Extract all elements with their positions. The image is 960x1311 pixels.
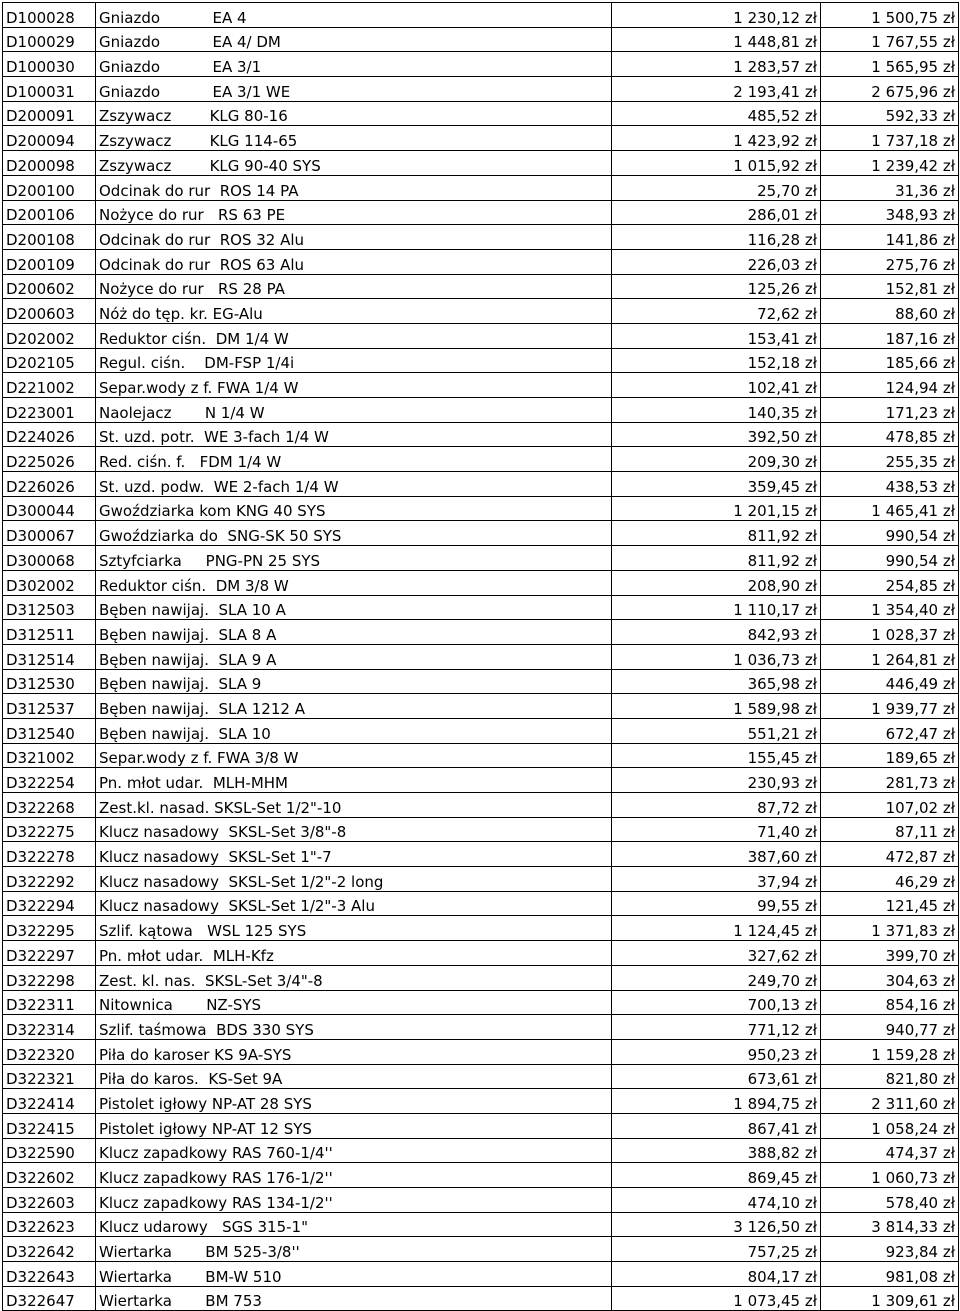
- product-code: D202002: [3, 323, 96, 348]
- product-code: D225026: [3, 447, 96, 472]
- gross-price: 438,53 zł: [821, 472, 959, 497]
- product-code: D223001: [3, 398, 96, 423]
- product-name: Nożyce do rur RS 63 PE: [96, 200, 612, 225]
- table-row: [3, 249, 959, 274]
- net-price: 125,26 zł: [612, 274, 821, 299]
- price-list-table: [2, 2, 959, 1311]
- gross-price: 254,85 zł: [821, 570, 959, 595]
- net-price: 286,01 zł: [612, 200, 821, 225]
- gross-price: 88,60 zł: [821, 299, 959, 324]
- net-price: 359,45 zł: [612, 472, 821, 497]
- product-name: St. uzd. podw. WE 2-fach 1/4 W: [96, 472, 612, 497]
- product-code: D312537: [3, 694, 96, 719]
- product-name: Naolejacz N 1/4 W: [96, 398, 612, 423]
- product-code: D322268: [3, 793, 96, 818]
- product-name: Bęben nawijaj. SLA 1212 A: [96, 694, 612, 719]
- product-name: Reduktor ciśn. DM 1/4 W: [96, 323, 612, 348]
- product-code: D312514: [3, 644, 96, 669]
- gross-price: 348,93 zł: [821, 200, 959, 225]
- net-price: 3 126,50 zł: [612, 1212, 821, 1237]
- product-code: D100031: [3, 77, 96, 102]
- net-price: 71,40 zł: [612, 817, 821, 842]
- product-name: Pn. młot udar. MLH-MHM: [96, 768, 612, 793]
- product-name: Zszywacz KLG 80-16: [96, 101, 612, 126]
- product-code: D300067: [3, 521, 96, 546]
- net-price: 950,23 zł: [612, 1039, 821, 1064]
- net-price: 1 448,81 zł: [612, 27, 821, 52]
- net-price: 811,92 zł: [612, 521, 821, 546]
- product-code: D322275: [3, 817, 96, 842]
- table-row: [3, 743, 959, 768]
- net-price: 153,41 zł: [612, 323, 821, 348]
- net-price: 867,41 zł: [612, 1113, 821, 1138]
- product-code: D322314: [3, 1015, 96, 1040]
- net-price: 700,13 zł: [612, 990, 821, 1015]
- product-code: D200091: [3, 101, 96, 126]
- table-row: [3, 669, 959, 694]
- table-row: [3, 1113, 959, 1138]
- product-code: D200094: [3, 126, 96, 151]
- table-row: [3, 373, 959, 398]
- product-code: D322603: [3, 1188, 96, 1213]
- product-code: D322321: [3, 1064, 96, 1089]
- product-code: D312503: [3, 595, 96, 620]
- product-name: Pistolet igłowy NP-AT 12 SYS: [96, 1113, 612, 1138]
- net-price: 1 015,92 zł: [612, 151, 821, 176]
- net-price: 1 423,92 zł: [612, 126, 821, 151]
- table-row: [3, 620, 959, 645]
- product-code: D322295: [3, 916, 96, 941]
- table-row: [3, 496, 959, 521]
- net-price: 474,10 zł: [612, 1188, 821, 1213]
- product-name: Klucz nasadowy SKSL-Set 1/2"-3 Alu: [96, 891, 612, 916]
- table-row: [3, 546, 959, 571]
- table-row: [3, 1064, 959, 1089]
- product-name: Gwoździarka kom KNG 40 SYS: [96, 496, 612, 521]
- gross-price: 87,11 zł: [821, 817, 959, 842]
- gross-price: 185,66 zł: [821, 348, 959, 373]
- net-price: 757,25 zł: [612, 1237, 821, 1262]
- gross-price: 1 028,37 zł: [821, 620, 959, 645]
- net-price: 551,21 zł: [612, 718, 821, 743]
- net-price: 37,94 zł: [612, 867, 821, 892]
- gross-price: 854,16 zł: [821, 990, 959, 1015]
- product-name: Wiertarka BM-W 510: [96, 1262, 612, 1287]
- product-code: D312511: [3, 620, 96, 645]
- product-name: Nożyce do rur RS 28 PA: [96, 274, 612, 299]
- product-code: D200108: [3, 225, 96, 250]
- product-name: Odcinak do rur ROS 14 PA: [96, 175, 612, 200]
- gross-price: 152,81 zł: [821, 274, 959, 299]
- gross-price: 1 500,75 zł: [821, 3, 959, 28]
- gross-price: 2 675,96 zł: [821, 77, 959, 102]
- product-name: Szlif. kątowa WSL 125 SYS: [96, 916, 612, 941]
- product-code: D322254: [3, 768, 96, 793]
- net-price: 327,62 zł: [612, 941, 821, 966]
- table-row: [3, 965, 959, 990]
- product-code: D322320: [3, 1039, 96, 1064]
- product-code: D322642: [3, 1237, 96, 1262]
- gross-price: 1 058,24 zł: [821, 1113, 959, 1138]
- table-row: [3, 842, 959, 867]
- product-code: D322623: [3, 1212, 96, 1237]
- product-name: Bęben nawijaj. SLA 9 A: [96, 644, 612, 669]
- table-row: [3, 348, 959, 373]
- net-price: 1 073,45 zł: [612, 1286, 821, 1311]
- gross-price: 46,29 zł: [821, 867, 959, 892]
- net-price: 869,45 zł: [612, 1163, 821, 1188]
- gross-price: 446,49 zł: [821, 669, 959, 694]
- product-name: Zest. kl. nas. SKSL-Set 3/4"-8: [96, 965, 612, 990]
- product-name: Gniazdo EA 3/1 WE: [96, 77, 612, 102]
- product-name: Pn. młot udar. MLH-Kfz: [96, 941, 612, 966]
- product-name: Separ.wody z f. FWA 3/8 W: [96, 743, 612, 768]
- product-name: Klucz zapadkowy RAS 760-1/4'': [96, 1138, 612, 1163]
- product-code: D322292: [3, 867, 96, 892]
- net-price: 673,61 zł: [612, 1064, 821, 1089]
- table-row: [3, 126, 959, 151]
- table-row: [3, 1188, 959, 1213]
- table-row: [3, 3, 959, 28]
- product-code: D322643: [3, 1262, 96, 1287]
- table-row: [3, 323, 959, 348]
- table-row: [3, 990, 959, 1015]
- gross-price: 275,76 zł: [821, 249, 959, 274]
- gross-price: 1 767,55 zł: [821, 27, 959, 52]
- net-price: 249,70 zł: [612, 965, 821, 990]
- gross-price: 189,65 zł: [821, 743, 959, 768]
- product-code: D226026: [3, 472, 96, 497]
- net-price: 102,41 zł: [612, 373, 821, 398]
- product-name: Reduktor ciśn. DM 3/8 W: [96, 570, 612, 595]
- table-row: [3, 101, 959, 126]
- gross-price: 1 565,95 zł: [821, 52, 959, 77]
- product-name: Nitownica NZ-SYS: [96, 990, 612, 1015]
- table-row: [3, 1237, 959, 1262]
- gross-price: 990,54 zł: [821, 521, 959, 546]
- gross-price: 121,45 zł: [821, 891, 959, 916]
- gross-price: 923,84 zł: [821, 1237, 959, 1262]
- net-price: 1 589,98 zł: [612, 694, 821, 719]
- table-row: [3, 1286, 959, 1311]
- net-price: 811,92 zł: [612, 546, 821, 571]
- gross-price: 2 311,60 zł: [821, 1089, 959, 1114]
- product-name: Wiertarka BM 753: [96, 1286, 612, 1311]
- product-name: Klucz zapadkowy RAS 134-1/2'': [96, 1188, 612, 1213]
- product-name: Sztyfciarka PNG-PN 25 SYS: [96, 546, 612, 571]
- net-price: 1 110,17 zł: [612, 595, 821, 620]
- price-list-rows: [3, 3, 959, 1311]
- net-price: 116,28 zł: [612, 225, 821, 250]
- product-name: Red. ciśn. f. FDM 1/4 W: [96, 447, 612, 472]
- table-row: [3, 1039, 959, 1064]
- product-code: D322414: [3, 1089, 96, 1114]
- product-code: D322298: [3, 965, 96, 990]
- product-name: Bęben nawijaj. SLA 10: [96, 718, 612, 743]
- gross-price: 1 239,42 zł: [821, 151, 959, 176]
- product-code: D322294: [3, 891, 96, 916]
- product-name: Bęben nawijaj. SLA 10 A: [96, 595, 612, 620]
- table-row: [3, 1138, 959, 1163]
- product-code: D100030: [3, 52, 96, 77]
- table-row: [3, 644, 959, 669]
- product-code: D322278: [3, 842, 96, 867]
- product-code: D322415: [3, 1113, 96, 1138]
- product-code: D200603: [3, 299, 96, 324]
- gross-price: 1 465,41 zł: [821, 496, 959, 521]
- table-row: [3, 1262, 959, 1287]
- product-name: Klucz udarowy SGS 315-1": [96, 1212, 612, 1237]
- table-row: [3, 1089, 959, 1114]
- net-price: 209,30 zł: [612, 447, 821, 472]
- gross-price: 472,87 zł: [821, 842, 959, 867]
- gross-price: 107,02 zł: [821, 793, 959, 818]
- table-row: [3, 398, 959, 423]
- table-row: [3, 299, 959, 324]
- net-price: 25,70 zł: [612, 175, 821, 200]
- table-row: [3, 274, 959, 299]
- product-name: Klucz zapadkowy RAS 176-1/2'': [96, 1163, 612, 1188]
- gross-price: 399,70 zł: [821, 941, 959, 966]
- table-row: [3, 570, 959, 595]
- net-price: 388,82 zł: [612, 1138, 821, 1163]
- gross-price: 940,77 zł: [821, 1015, 959, 1040]
- product-code: D312540: [3, 718, 96, 743]
- table-row: [3, 27, 959, 52]
- net-price: 804,17 zł: [612, 1262, 821, 1287]
- table-row: [3, 867, 959, 892]
- product-code: D221002: [3, 373, 96, 398]
- gross-price: 474,37 zł: [821, 1138, 959, 1163]
- product-name: Szlif. taśmowa BDS 330 SYS: [96, 1015, 612, 1040]
- product-code: D100028: [3, 3, 96, 28]
- product-name: Wiertarka BM 525-3/8'': [96, 1237, 612, 1262]
- product-name: Klucz nasadowy SKSL-Set 1"-7: [96, 842, 612, 867]
- product-code: D200109: [3, 249, 96, 274]
- table-row: [3, 817, 959, 842]
- net-price: 771,12 zł: [612, 1015, 821, 1040]
- product-code: D300068: [3, 546, 96, 571]
- product-name: Zest.kl. nasad. SKSL-Set 1/2"-10: [96, 793, 612, 818]
- product-name: Klucz nasadowy SKSL-Set 1/2"-2 long: [96, 867, 612, 892]
- table-row: [3, 1015, 959, 1040]
- net-price: 2 193,41 zł: [612, 77, 821, 102]
- product-name: Nóż do tęp. kr. EG-Alu: [96, 299, 612, 324]
- table-row: [3, 225, 959, 250]
- net-price: 226,03 zł: [612, 249, 821, 274]
- gross-price: 141,86 zł: [821, 225, 959, 250]
- net-price: 230,93 zł: [612, 768, 821, 793]
- table-row: [3, 521, 959, 546]
- net-price: 1 124,45 zł: [612, 916, 821, 941]
- product-code: D321002: [3, 743, 96, 768]
- product-name: Gniazdo EA 3/1: [96, 52, 612, 77]
- gross-price: 281,73 zł: [821, 768, 959, 793]
- product-name: Piła do karoser KS 9A-SYS: [96, 1039, 612, 1064]
- net-price: 842,93 zł: [612, 620, 821, 645]
- gross-price: 1 060,73 zł: [821, 1163, 959, 1188]
- product-name: Regul. ciśn. DM-FSP 1/4i: [96, 348, 612, 373]
- net-price: 1 894,75 zł: [612, 1089, 821, 1114]
- table-row: [3, 472, 959, 497]
- gross-price: 478,85 zł: [821, 422, 959, 447]
- gross-price: 187,16 zł: [821, 323, 959, 348]
- gross-price: 31,36 zł: [821, 175, 959, 200]
- product-code: D300044: [3, 496, 96, 521]
- table-row: [3, 768, 959, 793]
- product-code: D322297: [3, 941, 96, 966]
- net-price: 1 283,57 zł: [612, 52, 821, 77]
- product-code: D202105: [3, 348, 96, 373]
- product-code: D302002: [3, 570, 96, 595]
- table-row: [3, 175, 959, 200]
- gross-price: 990,54 zł: [821, 546, 959, 571]
- table-row: [3, 793, 959, 818]
- gross-price: 1 371,83 zł: [821, 916, 959, 941]
- gross-price: 1 264,81 zł: [821, 644, 959, 669]
- product-code: D312530: [3, 669, 96, 694]
- product-code: D322602: [3, 1163, 96, 1188]
- gross-price: 578,40 zł: [821, 1188, 959, 1213]
- table-row: [3, 891, 959, 916]
- net-price: 1 036,73 zł: [612, 644, 821, 669]
- table-row: [3, 151, 959, 176]
- table-row: [3, 595, 959, 620]
- product-name: Bęben nawijaj. SLA 8 A: [96, 620, 612, 645]
- table-row: [3, 1163, 959, 1188]
- product-name: Pistolet igłowy NP-AT 28 SYS: [96, 1089, 612, 1114]
- net-price: 1 201,15 zł: [612, 496, 821, 521]
- gross-price: 821,80 zł: [821, 1064, 959, 1089]
- product-name: Gniazdo EA 4/ DM: [96, 27, 612, 52]
- product-code: D200106: [3, 200, 96, 225]
- gross-price: 255,35 zł: [821, 447, 959, 472]
- net-price: 155,45 zł: [612, 743, 821, 768]
- table-row: [3, 941, 959, 966]
- product-code: D322311: [3, 990, 96, 1015]
- gross-price: 1 737,18 zł: [821, 126, 959, 151]
- gross-price: 1 939,77 zł: [821, 694, 959, 719]
- product-name: Klucz nasadowy SKSL-Set 3/8"-8: [96, 817, 612, 842]
- table-row: [3, 77, 959, 102]
- product-code: D200098: [3, 151, 96, 176]
- net-price: 87,72 zł: [612, 793, 821, 818]
- gross-price: 672,47 zł: [821, 718, 959, 743]
- table-row: [3, 52, 959, 77]
- gross-price: 592,33 zł: [821, 101, 959, 126]
- table-row: [3, 718, 959, 743]
- gross-price: 1 354,40 zł: [821, 595, 959, 620]
- product-code: D100029: [3, 27, 96, 52]
- net-price: 208,90 zł: [612, 570, 821, 595]
- product-code: D322647: [3, 1286, 96, 1311]
- product-code: D224026: [3, 422, 96, 447]
- product-name: Odcinak do rur ROS 32 Alu: [96, 225, 612, 250]
- net-price: 99,55 zł: [612, 891, 821, 916]
- product-name: Odcinak do rur ROS 63 Alu: [96, 249, 612, 274]
- net-price: 392,50 zł: [612, 422, 821, 447]
- product-name: Gwoździarka do SNG-SK 50 SYS: [96, 521, 612, 546]
- gross-price: 304,63 zł: [821, 965, 959, 990]
- product-name: Bęben nawijaj. SLA 9: [96, 669, 612, 694]
- table-row: [3, 200, 959, 225]
- gross-price: 1 159,28 zł: [821, 1039, 959, 1064]
- net-price: 72,62 zł: [612, 299, 821, 324]
- net-price: 140,35 zł: [612, 398, 821, 423]
- product-name: St. uzd. potr. WE 3-fach 1/4 W: [96, 422, 612, 447]
- gross-price: 981,08 zł: [821, 1262, 959, 1287]
- net-price: 387,60 zł: [612, 842, 821, 867]
- net-price: 1 230,12 zł: [612, 3, 821, 28]
- table-row: [3, 916, 959, 941]
- gross-price: 1 309,61 zł: [821, 1286, 959, 1311]
- table-row: [3, 694, 959, 719]
- gross-price: 3 814,33 zł: [821, 1212, 959, 1237]
- product-code: D322590: [3, 1138, 96, 1163]
- net-price: 485,52 zł: [612, 101, 821, 126]
- product-code: D200100: [3, 175, 96, 200]
- product-name: Zszywacz KLG 90-40 SYS: [96, 151, 612, 176]
- table-row: [3, 422, 959, 447]
- product-name: Separ.wody z f. FWA 1/4 W: [96, 373, 612, 398]
- product-name: Gniazdo EA 4: [96, 3, 612, 28]
- table-row: [3, 1212, 959, 1237]
- table-row: [3, 447, 959, 472]
- product-code: D200602: [3, 274, 96, 299]
- net-price: 152,18 zł: [612, 348, 821, 373]
- product-name: Zszywacz KLG 114-65: [96, 126, 612, 151]
- gross-price: 124,94 zł: [821, 373, 959, 398]
- net-price: 365,98 zł: [612, 669, 821, 694]
- product-name: Piła do karos. KS-Set 9A: [96, 1064, 612, 1089]
- gross-price: 171,23 zł: [821, 398, 959, 423]
